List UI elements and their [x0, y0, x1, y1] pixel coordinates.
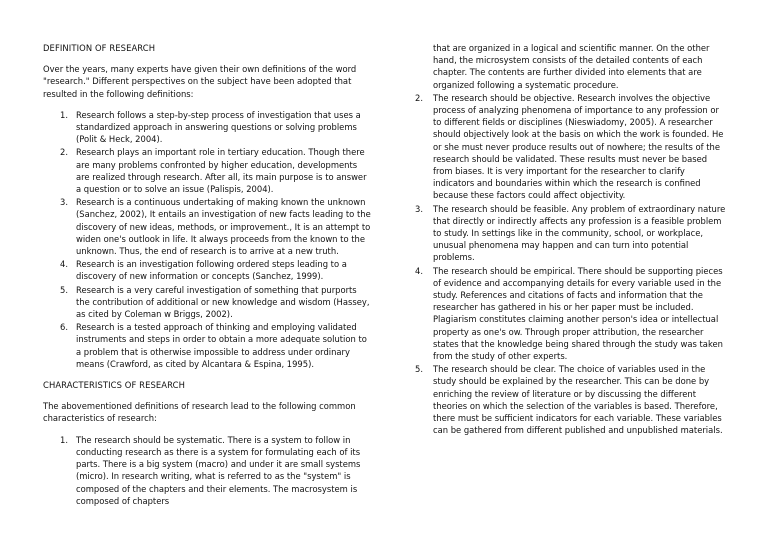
list-item — [43, 196, 373, 257]
list-number: 1. — [60, 109, 68, 120]
list-item — [43, 258, 373, 282]
list-item-text: Research is an investigation following ordered steps leading to a discovery of new information or concepts (Sanchez, 1999). — [76, 259, 347, 282]
list-number: 4. — [60, 259, 68, 270]
list-item-text: Research is a very careful investigation of something that purports the contribution of additional or new knowledge and wisdom (Hassey, as cited by Coleman w Briggs, 2002). — [76, 284, 370, 320]
list-item — [43, 284, 373, 321]
list-item-text: Research follows a step-by-step process of investigation that uses a standardized approach in answering questions or solving problems (Polit & Heck, 2004). — [76, 109, 361, 145]
list-number: 5. — [60, 284, 68, 295]
list-item — [415, 265, 727, 363]
list-number: 4. — [415, 265, 423, 276]
list-item — [43, 109, 373, 146]
list-item-text: The research should be clear. The choice of variables used in the study should be explained by the researcher. This can be done by enriching the review of literature or by discussing the different theories on which the selection of the variables is based. Therefore, there must be sufficient indicators for each variable. These variables can be gathered from different published and unpublished materials. — [433, 364, 723, 436]
list-number: 2. — [60, 147, 68, 158]
characteristics-list-continued — [415, 92, 727, 437]
list-number: 6. — [60, 322, 68, 333]
list-number: 1. — [60, 434, 68, 445]
list-number: 5. — [415, 364, 423, 375]
list-item-text: The research should be feasible. Any problem of extraordinary nature that directly or indirectly affects any profession is a feasible problem to study. In settings like in the community, school, or workplace, unusual phenomena may happen and can turn into potential problems. — [433, 203, 726, 263]
list-item-text: Research plays an important role in tertiary education. Though there are many problems confronted by higher education, developments are realized through research. After all, its main purpose is to answer a question or to solve an issue (Palispis, 2004). — [76, 147, 367, 195]
section-heading-definition: DEFINITION OF RESEARCH — [43, 43, 156, 53]
right-column — [415, 42, 727, 446]
list-item — [43, 434, 373, 507]
list-number: 3. — [415, 203, 423, 214]
definitions-list — [43, 109, 373, 370]
list-item — [415, 92, 727, 202]
list-item — [43, 321, 373, 370]
list-item — [415, 363, 727, 436]
list-number: 2. — [415, 92, 423, 103]
intro-paragraph-2: The abovementioned definitions of research lead to the following common characteristics of research: — [43, 401, 356, 424]
section-heading-characteristics: CHARACTERISTICS OF RESEARCH — [43, 380, 185, 391]
list-item-text: Research is a continuous undertaking of making known the unknown (Sanchez, 2002), It entails an investigation of new facts leading to the discovery of new ideas, methods, or improvement., It is an attempt to widen one's outlook in life. It always proceeds from the known to the unknown. Thus, the end of research is to arrive at a new truth. — [76, 197, 371, 257]
characteristics-list — [43, 434, 373, 507]
intro-paragraph: Over the years, many experts have given their own definitions of the word "research." Different perspectives on the subject have been adopted that resulted in the following definitions: — [43, 64, 357, 99]
list-item-text: The research should be objective. Research involves the objective process of analyzing phenomena of importance to any profession or to different fields or disciplines (Nieswiadomy, 2005). A researcher should objectively look at the basis on which the work is founded. He or she must never produce results out of nowhere; the results of the research should be validated. These results must never be based from biases. It is very important for the researcher to clarify indicators and boundaries within which the research is confined because these factors could affect objectivity. — [433, 92, 724, 201]
list-item — [43, 146, 373, 195]
list-item — [415, 203, 727, 264]
list-number: 3. — [60, 197, 68, 208]
list-item-text: The research should be systematic. There is a system to follow in conducting research as there is a system for formulating each of its parts. There is a big system (macro) and under it are small systems (micro). In research writing, what is referred to as the "system" is composed of the chapters and their elements. The macrosystem is composed of chapters — [76, 434, 361, 506]
left-column — [43, 42, 373, 516]
list-item-text: Research is a tested approach of thinking and employing validated instruments and steps in order to obtain a more adequate solution to a problem that is otherwise impossible to address under ordinary means (Crawford, as cited by Alcantara & Espina, 1995). — [76, 322, 367, 369]
list-item-text: The research should be empirical. There should be supporting pieces of evidence and accompanying details for every variable used in the study. References and citations of facts and information that the researcher has gathered in his or her paper must be included. Plagiarism constitutes claiming another person's idea or intellectual property as one's ow. Through proper attribution, the researcher states that the knowledge being shared through the study was taken from the study of other experts. — [433, 265, 723, 362]
list-item-continuation: that are organized in a logical and scientific manner. On the other hand, the microsystem consists of the detailed contents of each chapter. The contents are further divided into elements that are organized following a systematic procedure. — [433, 43, 710, 90]
